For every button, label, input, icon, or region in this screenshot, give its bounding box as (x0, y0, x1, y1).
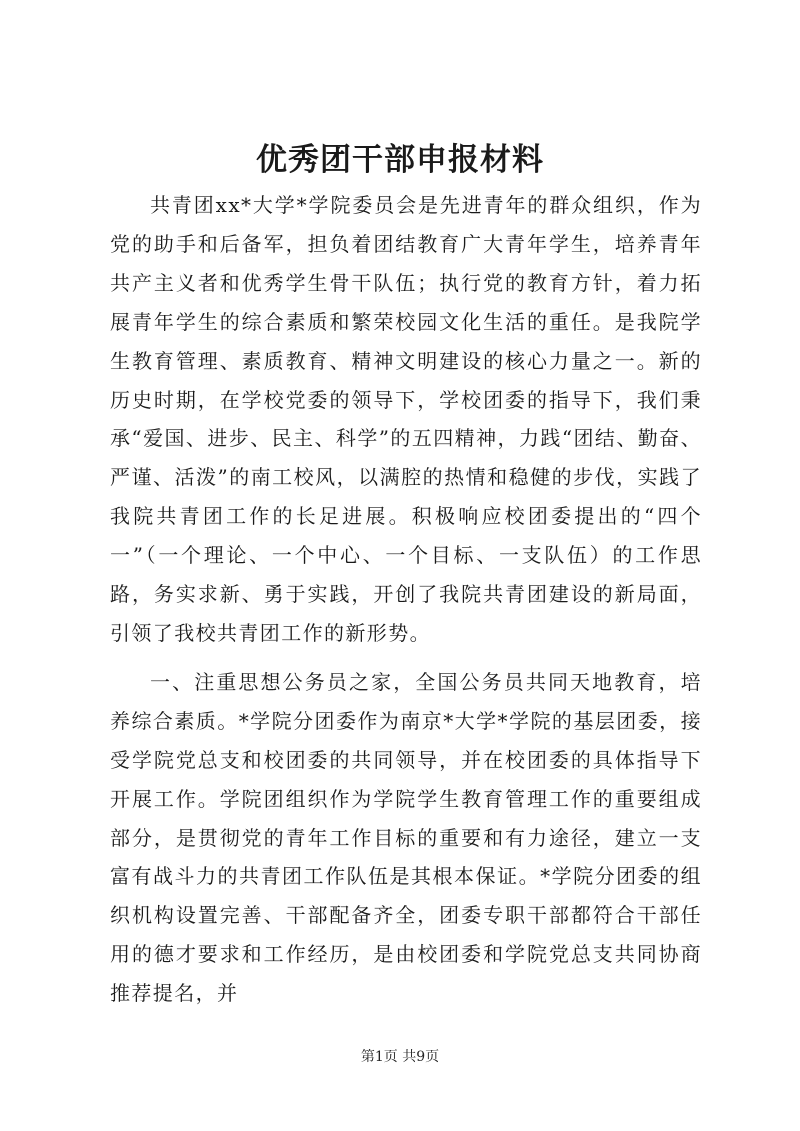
paragraph-intro: 共青团xx*大学*学院委员会是先进青年的群众组织，作为党的助手和后备军，担负着团结教育广大青年学生，培养青年共产主义者和优秀学生骨干队伍；执行党的教育方针，着力拓展青年学生的综合素质和繁荣校园文化生活的重任。是我院学生教育管理、素质教育、精神文明建设的核心力量之一。新的历史时期，在学校党委的领导下，学校团委的指导下，我们秉承“爱国、进步、民主、科学”的五四精神，力践“团结、勤奋、严谨、活泼”的南工校风，以满腔的热情和稳健的步伐，实践了我院共青团工作的长足进展。积极响应校团委提出的“四个一”（一个理论、一个中心、一个目标、一支队伍）的工作思路，务实求新、勇于实践，开创了我院共青团建设的新局面，引领了我校共青团工作的新形势。 (110, 193, 702, 645)
paragraph-section-one: 一、注重思想公务员之家，全国公务员共同天地教育，培养综合素质。*学院分团委作为南京*大学*学院的基层团委，接受学院党总支和校团委的共同领导，并在校团委的具体指导下开展工作。学院团组织作为学院学生教育管理工作的重要组成部分，是贯彻党的青年工作目标的重要和有力途径，建立一支富有战斗力的共青团工作队伍是其根本保证。*学院分团委的组织机构设置完善、干部配备齐全，团委专职干部都符合干部任用的德才要求和工作经历，是由校团委和学院党总支共同协商推荐提名，并 (110, 669, 702, 1006)
page-number-footer: 第1页 共9页 (360, 1049, 440, 1065)
document-body (110, 186, 702, 1013)
document-title: 优秀团干部申报材料 (256, 142, 544, 178)
